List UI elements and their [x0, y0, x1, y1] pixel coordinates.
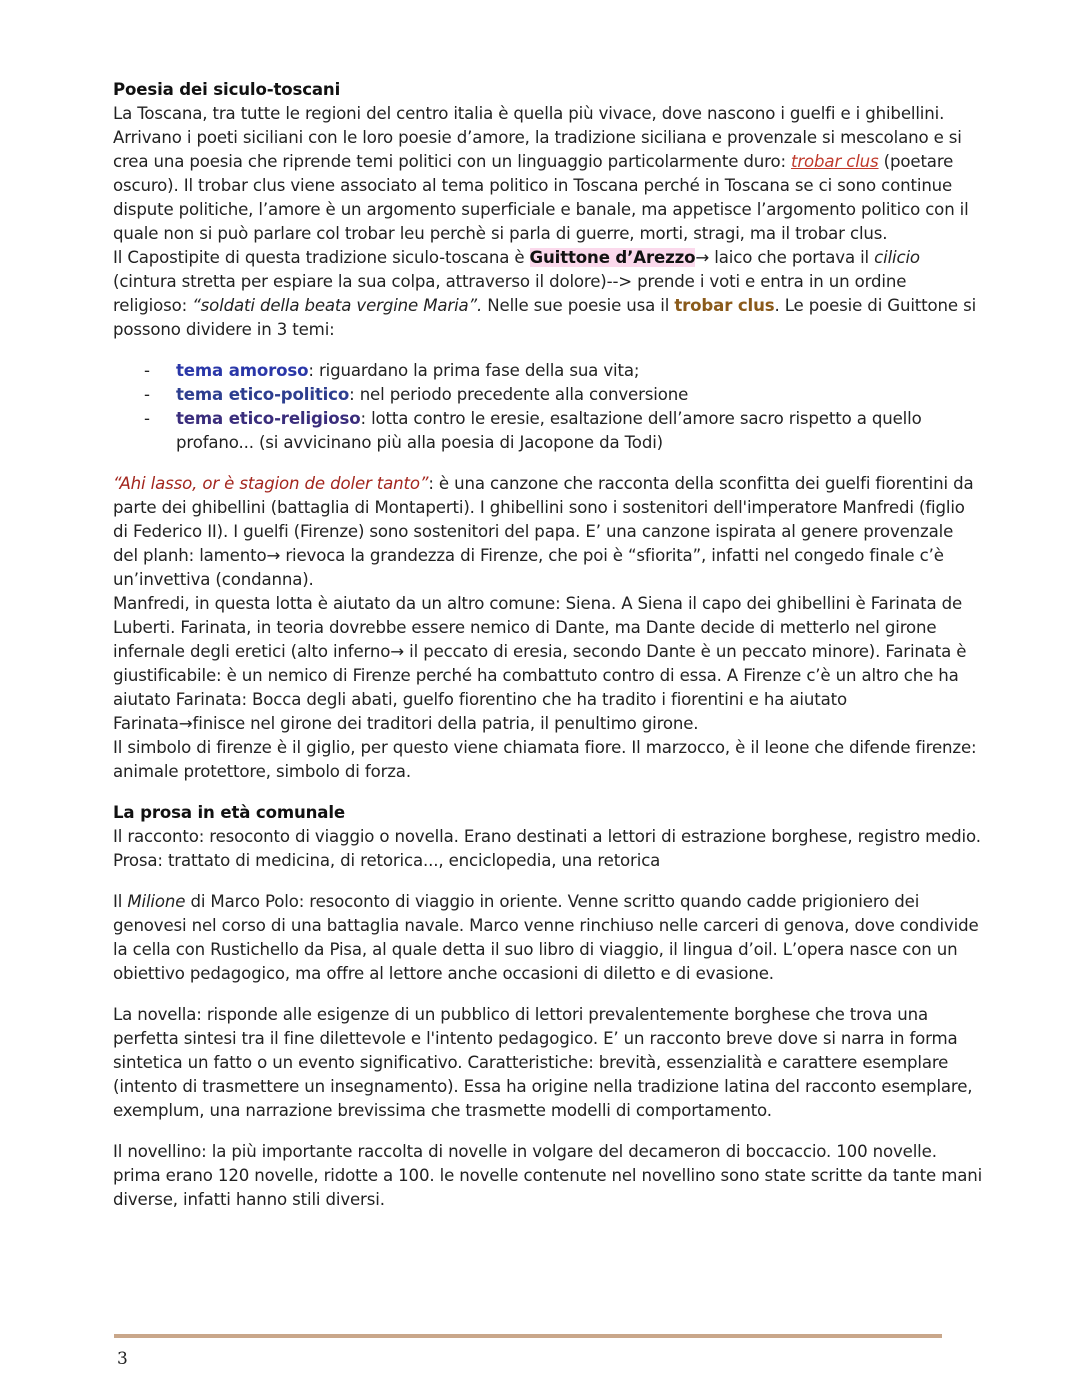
section-title-siculo-toscani: Poesia dei siculo-toscani — [113, 80, 341, 99]
theme-name: tema etico-politico — [176, 385, 350, 404]
text-run: La Toscana, tra tutte le regioni del centro italia è quella più vivace, dove nascono i guelfi e i ghibellini. Arrivano i poeti siciliani con le loro poesie d’amore, la tradizione siciliana e provenzale si mescolano e si crea una poesia che riprende temi politici con un linguaggio particolarmente duro: — [113, 104, 962, 171]
paragraph-giglio: Il simbolo di firenze è il giglio, per questo viene chiamata fiore. Il marzocco, è il leone che difende firenze: animale protettore, simbolo di forza. — [113, 738, 977, 781]
list-item-tema-etico-politico — [113, 383, 983, 407]
cilicio-term: cilicio — [874, 248, 920, 267]
text-run: . Le poesie di Guittone si possono dividere in 3 temi: — [113, 296, 977, 339]
theme-text: : lotta contro le eresie, esaltazione dell’amore sacro rispetto a quello profano... (si avvicinano più alla poesia di Jacopone da Todi) — [176, 409, 922, 452]
paragraph-novellino: Il novellino: la più importante raccolta di novelle in volgare del decameron di boccaccio. 100 novelle. prima erano 120 novelle, ridotte a 100. le novelle contenute nel novellino sono state scritte da tante mani diverse, infatti hanno stili diversi. — [113, 1142, 983, 1209]
text-run: di Marco Polo: resoconto di viaggio in oriente. Venne scritto quando cadde prigioniero dei genovesi nel corso di una battaglia navale. Marco venne rinchiuso nelle carceri di genova, dove condivide la cella con Rustichello da Pisa, al quale detta il suo libro di viaggio, il lingua d’oil. L’opera nasce con un obiettivo pedagogico, ma offre al lettore anche occasioni di diletto e di evasione. — [113, 892, 979, 983]
section-title-prosa: La prosa in età comunale — [113, 803, 345, 822]
text-run: (cintura stretta per espiare la sua colpa, attraverso il dolore)--> prende i voti e entra in un ordine religioso: — [113, 272, 907, 315]
footer-rule — [114, 1334, 942, 1338]
list-item-tema-amoroso — [113, 359, 983, 383]
paragraph-manfredi: Manfredi, in questa lotta è aiutato da un altro comune: Siena. A Siena il capo dei ghibellini è Farinata de Luberti. Farinata, in teoria dovrebbe essere nemico di Dante, ma Dante decide di metterlo nel girone infernale degli eretici (alto inferno→ il peccato di eresia, secondo Dante è un peccato minore). Farinata è giustificabile: è un nemico di Firenze perché ha combattuto contro di essa. A Firenze c’è un altro che ha aiutato Farinata: Bocca degli abati, guelfo fiorentino che ha tradito i fiorentini e ha aiutato Farinata→finisce nel girone dei traditori della patria, il penultimo girone. — [113, 594, 967, 733]
paragraph-toscana — [113, 102, 983, 246]
text-run: Il — [113, 892, 128, 911]
trobar-clus-term: trobar clus — [674, 296, 775, 315]
trobar-clus-link[interactable]: trobar clus — [791, 152, 879, 171]
paragraph-milione — [113, 890, 983, 986]
theme-name: tema amoroso — [176, 361, 309, 380]
themes-list — [113, 359, 983, 455]
soldati-quote: “soldati della beata vergine Maria”. — [192, 296, 483, 315]
page-content — [113, 78, 983, 1212]
text-run: Il Capostipite di questa tradizione siculo-toscana è — [113, 248, 530, 267]
text-run: (poetare oscuro). Il trobar clus viene associato al tema politico in Toscana perché in Toscana se ci sono continue dispute politiche, l’amore è un argomento superficiale e banale, ma appetisce l’argomento politico con il quale non si può parlare col trobar leu perchè si parla di guerre, morti, stragi, ma il trobar clus. — [113, 152, 969, 243]
canzone-title: “Ahi lasso, or è stagion de doler tanto” — [113, 474, 429, 493]
guittone-highlight: Guittone d’Arezzo — [529, 248, 696, 267]
paragraph-ahi-lasso — [113, 472, 983, 592]
paragraph-novella: La novella: risponde alle esigenze di un pubblico di lettori prevalentemente borghese che trova una perfetta sintesi tra il fine dilettevole e l'intento pedagogico. E’ un racconto breve dove si narra in forma sintetica un fatto o un evento significativo. Caratteristiche: brevità, essenzialità e carattere esemplare (intento di trasmettere un insegnamento). Essa ha origine nella tradizione latina del racconto esemplare, exemplum, una narrazione brevissima che trasmette modelli di comportamento. — [113, 1005, 973, 1120]
text-run: → laico che portava il — [695, 248, 875, 267]
list-dash: - — [144, 385, 150, 404]
theme-name: tema etico-religioso — [176, 409, 361, 428]
text-run: : è una canzone che racconta della sconfitta dei guelfi fiorentini da parte dei ghibellini (battaglia di Montaperti). I ghibellini sono i sostenitori dell'imperatore Manfredi (figlio di Federico II). I guelfi (Firenze) sono sostenitori del papa. E’ una canzone ispirata al genere provenzale del planh: lamento→ rievoca la grandezza di Firenze, che poi è “sfiorita”, infatti nel congedo finale c’è un’invettiva (condanna). — [113, 474, 974, 589]
paragraph-guittone — [113, 246, 983, 342]
paragraph-racconto: Il racconto: resoconto di viaggio o novella. Erano destinati a lettori di estrazione borghese, registro medio. Prosa: trattato di medicina, di retorica..., enciclopedia, una retorica — [113, 827, 981, 870]
theme-text: : riguardano la prima fase della sua vita; — [308, 361, 640, 380]
list-dash: - — [144, 409, 150, 428]
page-number: 3 — [117, 1349, 128, 1369]
text-run: Nelle sue poesie usa il — [482, 296, 675, 315]
theme-text: : nel periodo precedente alla conversione — [349, 385, 689, 404]
milione-title: Milione — [127, 892, 186, 911]
list-item-tema-etico-religioso — [113, 407, 983, 455]
list-dash: - — [144, 361, 150, 380]
